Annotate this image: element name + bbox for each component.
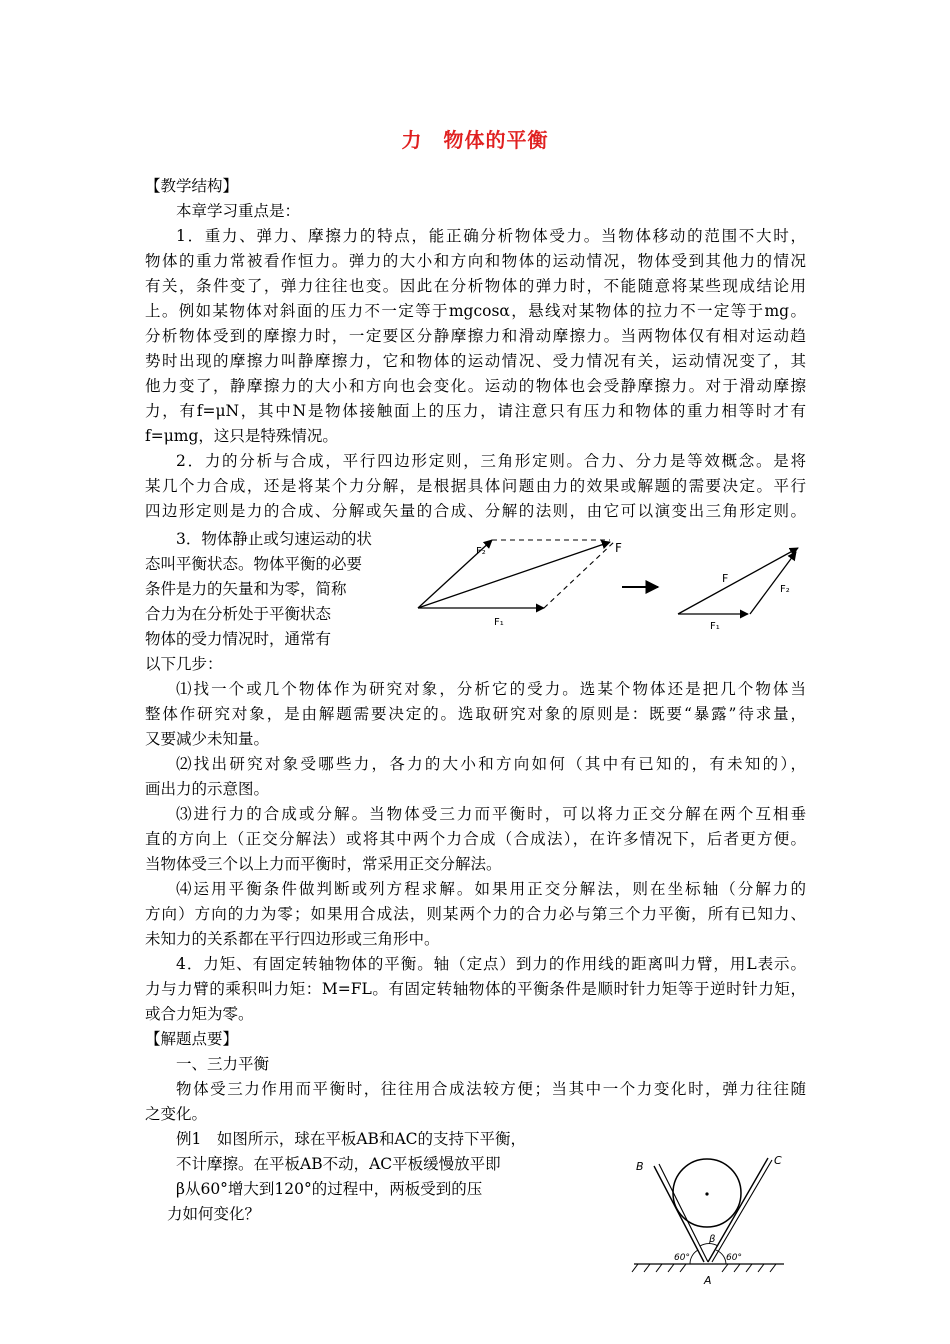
paragraph-line: 物体的受力情况时，通常有 — [145, 630, 332, 648]
section-heading-key-points: 【解题点要】 — [145, 1030, 239, 1048]
ball-center — [705, 1192, 708, 1195]
paragraph-line: 上。例如某物体对斜面的压力不一定等于mgcosα，悬线对某物体的拉力不一定等于mg。 — [145, 302, 806, 320]
tri-label-f: F — [722, 572, 729, 585]
paragraph-line: 物体的重力常被看作恒力。弹力的大小和方向和物体的运动情况，物体受到其他力的情况 — [145, 252, 806, 270]
paragraph-line: ⑷运用平衡条件做判断或列方程求解。如果用正交分解法，则在坐标轴（分解力的 — [176, 880, 806, 898]
label-a: A — [704, 1274, 712, 1287]
paragraph-line: 四边形定则是力的合成、分解或矢量的合成、分解的法则，由它可以演变出三角形定则。 — [145, 502, 806, 520]
example-line: 力如何变化？ — [167, 1205, 261, 1223]
paragraph-line: 物体受三力作用而平衡时，往往用合成法较方便；当其中一个力变化时，弹力往往随 — [176, 1080, 806, 1098]
angle-arc-left — [690, 1250, 698, 1264]
paragraph-line: 分析物体受到的摩擦力时，一定要区分静摩擦力和滑动摩擦力。当两物体仅有相对运动趋 — [145, 327, 806, 345]
paragraph-line: 有关，条件变了，弹力往往也变。因此在分析物体的弹力时，不能随意将某些现成结论用 — [145, 277, 806, 295]
plate-ac — [708, 1158, 768, 1262]
paragraph-line: 力与力臂的乘积叫力矩：M=FL。有固定转轴物体的平衡条件是顺时针力矩等于逆时针力矩， — [145, 980, 806, 998]
label-f2: F₂ — [476, 546, 486, 557]
label-right-angle: 60° — [726, 1253, 742, 1263]
paragraph-line: 整体作研究对象，是由解题需要决定的。选取研究对象的原则是：既要“暴露”待求量， — [145, 705, 806, 723]
label-beta: β — [709, 1234, 716, 1245]
paragraph-line: 直的方向上（正交分解法）或将其中两个力合成（合成法），在许多情况下，后者更方便。 — [145, 830, 806, 848]
paragraph-line: 又要减少未知量。 — [145, 730, 270, 748]
paragraph-line: 某几个力合成，还是将某个力分解，是根据具体问题由力的效果或解题的需要决定。平行 — [145, 477, 806, 495]
paragraph-line: 2．力的分析与合成，平行四边形定则，三角形定则。合力、分力是等效概念。是将 — [176, 452, 806, 470]
label-f1: F₁ — [494, 617, 504, 628]
paragraph-line: 势时出现的摩擦力叫静摩擦力，它和物体的运动情况、受力情况有关，运动情况变了，其 — [145, 352, 806, 370]
tri-label-f1: F₁ — [710, 621, 720, 632]
paragraph-line: 力，有f=μN，其中N是物体接触面上的压力，请注意只有压力和物体的重力相等时才有 — [145, 402, 806, 420]
tri-label-f2: F₂ — [780, 584, 790, 595]
tri-vector-f — [678, 548, 798, 614]
paragraph-line: 未知力的关系都在平行四边形或三角形中。 — [145, 930, 440, 948]
example-line: 例1 如图所示，球在平板AB和AC的支持下平衡， — [176, 1130, 527, 1148]
paragraph-line: f=μmg，这只是特殊情况。 — [145, 427, 338, 445]
example-line: 不计摩擦。在平板AB不动，AC平板缓慢放平即 — [176, 1155, 501, 1173]
paragraph-line: 以下几步： — [145, 655, 223, 673]
paragraph-line: 他力变了，静摩擦力的大小和方向也会变化。运动的物体也会受静摩擦力。对于滑动摩擦 — [145, 377, 806, 395]
page-title: 力 物体的平衡 — [401, 128, 549, 152]
paragraph-line: 之变化。 — [145, 1105, 208, 1123]
vector-f — [418, 542, 610, 608]
paragraph-line: 方向）方向的力为零；如果用合成法，则某两个力的合力必与第三个力平衡，所有已知力、 — [145, 905, 806, 923]
subheading-three-force: 一、三力平衡 — [176, 1055, 270, 1073]
paragraph-line: 当物体受三个以上力而平衡时，常采用正交分解法。 — [145, 855, 502, 873]
label-left-angle: 60° — [674, 1253, 690, 1263]
ball-plates-figure — [628, 1146, 798, 1294]
example-line: β从60°增大到120°的过程中，两板受到的压 — [176, 1180, 483, 1198]
label-c: C — [774, 1154, 782, 1167]
force-composition-figure — [410, 530, 810, 640]
paragraph-line: 或合力矩为零。 — [145, 1005, 254, 1023]
paragraph-line: 条件是力的矢量和为零，简称 — [145, 580, 347, 598]
ground-hatch — [632, 1264, 776, 1272]
label-f: F — [615, 541, 622, 555]
paragraph-line: 本章学习重点是： — [176, 202, 301, 220]
paragraph-line: 画出力的示意图。 — [145, 780, 270, 798]
paragraph-line: 合力为在分析处于平衡状态 — [145, 605, 332, 623]
plate-ab — [654, 1166, 704, 1262]
paragraph-line: 1．重力、弹力、摩擦力的特点，能正确分析物体受力。当物体移动的范围不大时， — [176, 227, 806, 245]
paragraph-line: 4．力矩、有固定转轴物体的平衡。轴（定点）到力的作用线的距离叫力臂，用L表示。 — [176, 955, 806, 973]
paragraph-line: ⑶进行力的合成或分解。当物体受三力而平衡时，可以将力正交分解在两个互相垂 — [176, 805, 806, 823]
paragraph-line: 3．物体静止或匀速运动的状 — [176, 530, 372, 548]
paragraph-line: 态叫平衡状态。物体平衡的必要 — [145, 555, 363, 573]
section-heading-structure: 【教学结构】 — [145, 177, 239, 195]
dashed-edge-right — [544, 542, 614, 608]
label-b: B — [636, 1160, 644, 1173]
paragraph-line: ⑵找出研究对象受哪些力，各力的大小和方向如何（其中有已知的，有未知的）， — [176, 755, 806, 773]
paragraph-line: ⑴找一个或几个物体作为研究对象，分析它的受力。选某个物体还是把几个物体当 — [176, 680, 806, 698]
